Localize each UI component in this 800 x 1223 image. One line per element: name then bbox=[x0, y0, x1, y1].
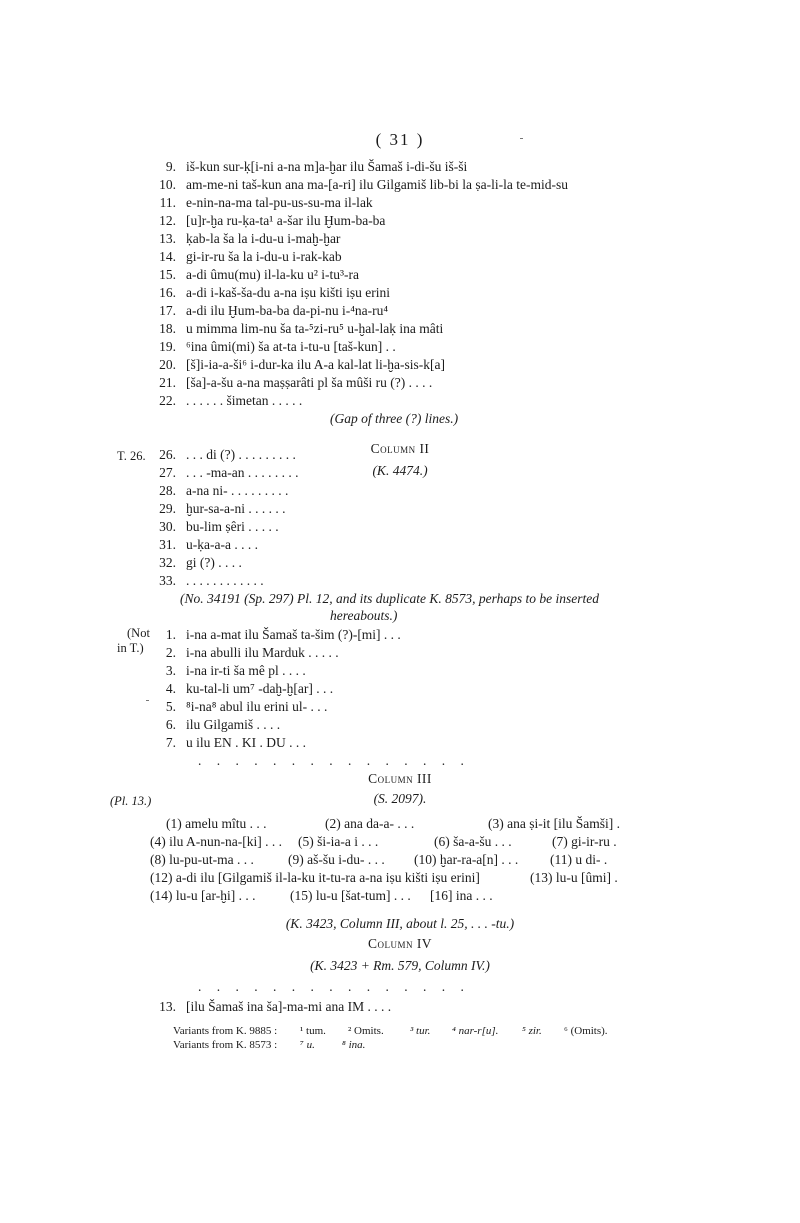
scan-mark bbox=[520, 138, 523, 139]
line-number: 26. bbox=[159, 447, 176, 462]
line-text: i-na ir-ti ša mê pl . . . . bbox=[186, 663, 306, 678]
side-reference-pl13: (Pl. 13.) bbox=[110, 794, 152, 808]
line-number: 16. bbox=[159, 285, 176, 300]
side-reference-t26: T. 26. bbox=[117, 449, 146, 463]
line-text: iš-kun sur-ḳ[i-ni a-na m]a-ḫar ilu Šamaš i-di-šu iš-ši bbox=[186, 159, 468, 174]
line-text: [u]r-ḫa ru-ḳa-ta¹ a-šar ilu Ḫum-ba-ba bbox=[186, 213, 386, 228]
line-text: a-na ni- . . . . . . . . . bbox=[186, 483, 289, 498]
grid-cell: (3) ana ṣi-it [ilu Šamši] . bbox=[488, 816, 620, 831]
line-number: 29. bbox=[159, 501, 176, 516]
line-number: 12. bbox=[159, 213, 176, 228]
scan-mark bbox=[146, 700, 149, 701]
line-text: ilu Gilgamiš . . . . bbox=[186, 717, 281, 732]
line-text: a-di i-kaš-ša-du a-na iṣu kišti iṣu erini bbox=[186, 285, 390, 300]
grid-cell: (12) a-di ilu [Gilgamiš il-la-ku it-tu-ra a-na iṣu kišti iṣu erini] bbox=[150, 870, 480, 885]
line-number: 5. bbox=[165, 699, 176, 714]
grid-cell: (6) ša-a-šu . . . bbox=[434, 834, 512, 849]
column-ii-reference: (K. 4474.) bbox=[372, 463, 428, 478]
variant-note: ⁶ (Omits). bbox=[564, 1025, 608, 1037]
line-number: 22. bbox=[159, 393, 176, 408]
line-number: 17. bbox=[159, 303, 176, 318]
grid-cell: (2) ana da-a- . . . bbox=[325, 816, 415, 831]
line-text: u ilu EN . KI . DU . . . bbox=[186, 735, 306, 750]
line-text: gi-ir-ru ša la i-du-u i-rak-kab bbox=[186, 249, 342, 264]
line-number: 27. bbox=[159, 465, 176, 480]
line-number: 32. bbox=[159, 555, 176, 570]
line-number: 13. bbox=[159, 999, 176, 1014]
line-text: . . . . . . šimetan . . . . . bbox=[186, 393, 303, 408]
variant-note: ⁷ u. bbox=[300, 1039, 315, 1051]
line-number: 1. bbox=[165, 627, 176, 642]
line-text: i-na a-mat ilu Šamaš ta-šim (?)-[mi] . . . bbox=[186, 627, 401, 642]
line-text: a-di ûmu(mu) il-la-ku u² i-tu³-ra bbox=[186, 267, 360, 282]
line-text: ⁸i-na⁸ abul ilu erini ul- . . . bbox=[186, 699, 328, 714]
grid-cell: (11) u di- . bbox=[550, 852, 608, 867]
side-note-not: (Not bbox=[127, 626, 150, 640]
line-number: 9. bbox=[165, 159, 176, 174]
line-number: 31. bbox=[159, 537, 176, 552]
duplicate-note-line-1: (No. 34191 (Sp. 297) Pl. 12, and its duplicate K. 8573, perhaps to be inserted bbox=[180, 591, 599, 606]
line-text: ⁶ina ûmi(mi) ša at-ta i-tu-u [taš-kun] . . bbox=[186, 339, 396, 354]
variant-note: ⁵ zir. bbox=[522, 1025, 542, 1037]
line-text: u-ḳa-a-a . . . . bbox=[186, 537, 258, 552]
line-text: ku-tal-li um⁷ -daḫ-ḫ[ar] . . . bbox=[186, 681, 334, 696]
line-number: 28. bbox=[159, 483, 176, 498]
line-number: 18. bbox=[159, 321, 176, 336]
grid-cell: (9) aš-šu i-du- . . . bbox=[288, 852, 385, 867]
variants-label: Variants from K. 8573 : bbox=[173, 1039, 278, 1051]
line-number: 14. bbox=[159, 249, 176, 264]
line-text: am-me-ni taš-kun ana ma-[a-ri] ilu Gilgamiš lib-bi la ṣa-li-la te-mid-su bbox=[186, 177, 569, 192]
page-number: ( 31 ) bbox=[375, 130, 425, 149]
line-number: 10. bbox=[159, 177, 176, 192]
column-ii-heading: Column II bbox=[370, 441, 430, 456]
grid-cell: [16] ina . . . bbox=[430, 888, 493, 903]
line-text: . . . . . . . . . . . . bbox=[186, 573, 264, 588]
grid-cell: (8) lu-pu-ut-ma . . . bbox=[150, 852, 254, 867]
line-text: . . . -ma-an . . . . . . . . bbox=[186, 465, 299, 480]
variants-label: Variants from K. 9885 : bbox=[173, 1025, 278, 1037]
line-number: 2. bbox=[165, 645, 176, 660]
variant-note: ⁴ nar-r[u]. bbox=[452, 1025, 499, 1037]
column-iv-heading: Column IV bbox=[367, 936, 433, 951]
line-number: 3. bbox=[165, 663, 176, 678]
grid-cell: (10) ḫar-ra-a[n] . . . bbox=[414, 852, 519, 867]
ellipsis-row: . . . . . . . . . . . . . . . bbox=[198, 753, 470, 768]
line-number: 20. bbox=[159, 357, 176, 372]
line-number: 33. bbox=[159, 573, 176, 588]
line-number: 19. bbox=[159, 339, 176, 354]
variant-note: ² Omits. bbox=[348, 1025, 384, 1037]
grid-cell: (13) lu-u [ûmi] . bbox=[530, 870, 618, 885]
gap-note: (Gap of three (?) lines.) bbox=[330, 411, 459, 426]
grid-cell: (1) amelu mîtu . . . bbox=[166, 816, 267, 831]
line-number: 11. bbox=[159, 195, 176, 210]
line-text: gi (?) . . . . bbox=[186, 555, 242, 570]
line-number: 4. bbox=[165, 681, 176, 696]
line-text: a-di ilu Ḫum-ba-ba da-pi-nu i-⁴na-ru⁴ bbox=[186, 303, 389, 318]
line-number: 15. bbox=[159, 267, 176, 282]
line-text: u mimma lim-nu ša ta-⁵zi-ru⁵ u-ḫal-laḳ ina mâti bbox=[186, 321, 444, 336]
line-text: ḳab-la ša la i-du-u i-maḫ-ḫar bbox=[186, 231, 341, 246]
grid-cell: (7) gi-ir-ru . bbox=[552, 834, 617, 849]
line-number: 6. bbox=[165, 717, 176, 732]
grid-cell: (5) ši-ia-a i . . . bbox=[298, 834, 379, 849]
variant-note: ⁸ ina. bbox=[342, 1039, 366, 1051]
grid-cell: (14) lu-u [ar-ḫi] . . . bbox=[150, 888, 256, 903]
grid-cell: (15) lu-u [šat-tum] . . . bbox=[290, 888, 411, 903]
line-number: 30. bbox=[159, 519, 176, 534]
side-note-in-t: in T.) bbox=[117, 641, 144, 655]
variant-note: ¹ tum. bbox=[300, 1025, 326, 1037]
line-text: i-na abulli ilu Marduk . . . . . bbox=[186, 645, 339, 660]
column-iii-note: (K. 3423, Column III, about l. 25, . . . -tu.) bbox=[285, 916, 515, 931]
line-number: 13. bbox=[159, 231, 176, 246]
line-text: . . . di (?) . . . . . . . . . bbox=[186, 447, 296, 462]
column-iii-heading: Column III bbox=[368, 771, 432, 786]
line-text: [ilu Šamaš ina ša]-ma-mi ana IM . . . . bbox=[186, 999, 392, 1014]
line-number: 21. bbox=[159, 375, 176, 390]
line-text: bu-lim ṣêri . . . . . bbox=[186, 519, 279, 534]
column-iii-reference: (S. 2097). bbox=[373, 791, 427, 806]
line-number: 7. bbox=[165, 735, 176, 750]
duplicate-note-line-2: hereabouts.) bbox=[330, 608, 398, 623]
ellipsis-row: . . . . . . . . . . . . . . . bbox=[198, 979, 470, 994]
variant-note: ³ tur. bbox=[410, 1025, 431, 1037]
line-text: [š]i-ia-a-ši⁶ i-dur-ka ilu A-a kal-lat li-ḫa-sis-k[a] bbox=[186, 357, 445, 372]
line-text: [ša]-a-šu a-na maṣṣarâti pl ša mûši ru (?) . . . . bbox=[186, 375, 433, 390]
grid-cell: (4) ilu A-nun-na-[ki] . . . bbox=[150, 834, 282, 849]
column-iv-reference: (K. 3423 + Rm. 579, Column IV.) bbox=[310, 958, 490, 973]
line-text: ḫur-sa-a-ni . . . . . . bbox=[186, 501, 286, 516]
line-text: e-nin-na-ma tal-pu-us-su-ma il-lak bbox=[186, 195, 373, 210]
